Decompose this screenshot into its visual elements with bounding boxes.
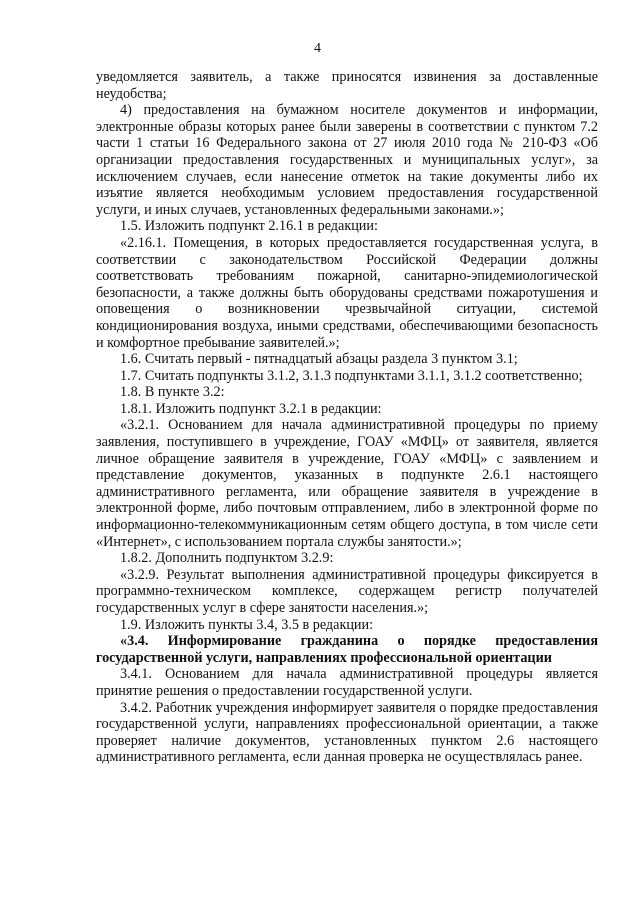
paragraph: 4) предоставления на бумажном носителе документов и информации, электронные образы которых ранее были заверены в соответствии с пунктом 7.2 части 1 статьи 16 Федерального закона от 27 июля 2010 года № 210-ФЗ «Об организации предоставления государственных и муниципальных услуг», за исключением случаев, если нанесение отметок на такие документы либо их изъятие является необходимым условием предоставления государственной услуги, и иных случаев, установленных федеральными законами.»; (96, 102, 598, 218)
paragraph: уведомляется заявитель, а также приносятся извинения за доставленные неудобства; (96, 69, 598, 102)
paragraph: 1.9. Изложить пункты 3.4, 3.5 в редакции: (120, 616, 374, 633)
paragraph: «3.2.9. Результат выполнения административной процедуры фиксируется в программно-техническом комплексе, содержащем регистр получателей государственных услуг в сфере занятости населения.»; (96, 566, 598, 616)
paragraph: 3.4.2. Работник учреждения информирует заявителя о порядке предоставления государственной услуги, направлениях профессиональной ориентации, а также проверяет наличие документов, установленных пунктом 2.6 настоящего административного регламента, если данная проверка не осуществлялась ранее. (96, 699, 598, 766)
paragraph: «3.2.1. Основанием для начала административной процедуры по приему заявления, поступившего в учреждение, ГОАУ «МФЦ» от заявителя, является личное обращение заявителя в учреждение, ГОАУ «МФЦ» с заявлением и представление документов, указанных в подпункте 2.6.1 настоящего административного регламента, или обращение заявителя в учреждение в электронной форме, либо почтовым отправлением, либо в электронной форме по информационно-телекоммуникационным сетям общего доступа, в том числе сети «Интернет», с использованием портала службы занятости.»; (96, 417, 598, 550)
paragraph: 1.8. В пункте 3.2: (120, 384, 225, 401)
section-heading: «3.4. Информирование гражданина о порядке предоставления государственной услуги, направлениях профессиональной ориентации (96, 633, 598, 666)
paragraph: 1.6. Считать первый - пятнадцатый абзацы раздела 3 пунктом 3.1; (120, 351, 518, 368)
paragraph: «2.16.1. Помещения, в которых предоставляется государственная услуга, в соответствии с законодательством Российской Федерации должны соответствовать требованиям пожарной, санитарно-эпидемиологической безопасности, а также должны быть оборудованы средствами пожаротушения и оповещения о возникновении чрезвычайной ситуации, системой кондиционирования воздуха, иными средствами, обеспечивающими безопасность и комфортное пребывание заявителей.»; (96, 234, 598, 351)
paragraph: 1.8.1. Изложить подпункт 3.2.1 в редакции: (120, 400, 382, 417)
paragraph: 1.8.2. Дополнить подпунктом 3.2.9: (120, 550, 334, 567)
document-body (96, 69, 598, 766)
paragraph: 1.7. Считать подпункты 3.1.2, 3.1.3 подпунктами 3.1.1, 3.1.2 соответственно; (120, 367, 583, 384)
paragraph: 1.5. Изложить подпункт 2.16.1 в редакции: (120, 218, 378, 235)
page-number: 4 (314, 41, 321, 56)
paragraph: 3.4.1. Основанием для начала административной процедуры является принятие решения о предоставлении государственной услуги. (96, 666, 598, 699)
